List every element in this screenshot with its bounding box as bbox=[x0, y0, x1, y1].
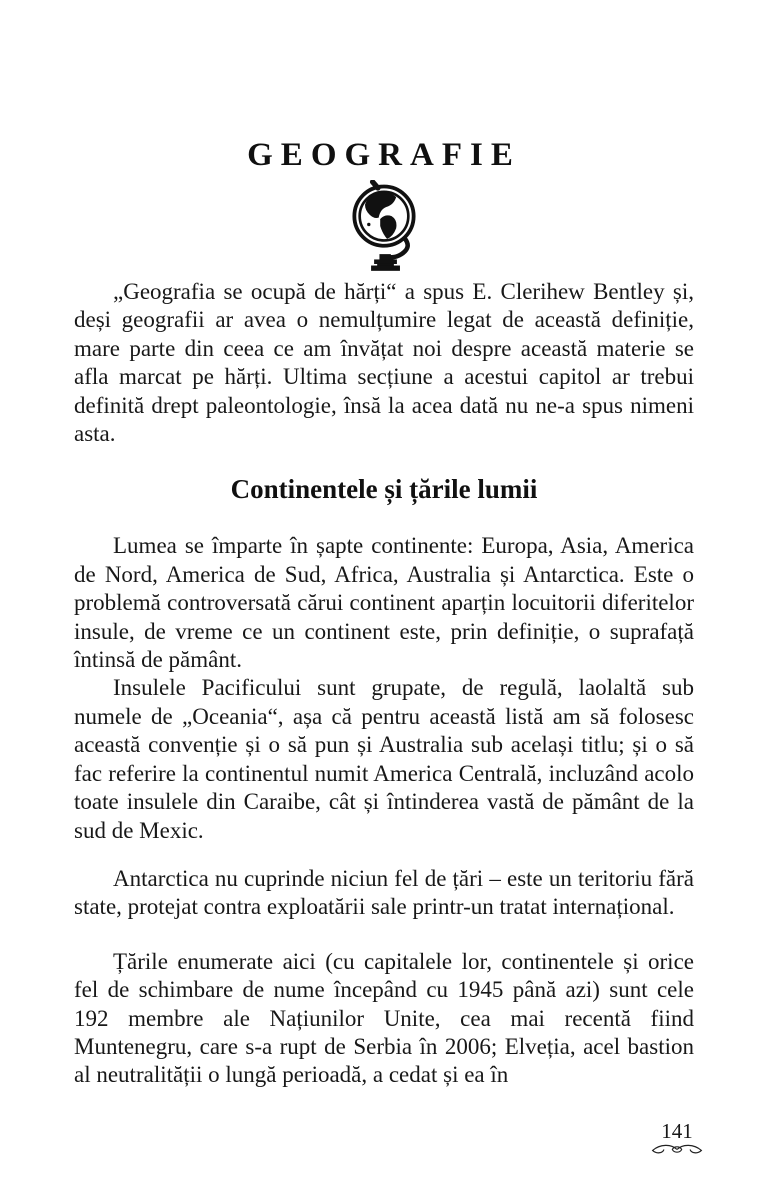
body-text bbox=[74, 278, 694, 1090]
paragraph-oceania: Insulele Pacificului sunt grupate, de regulă, laolaltă sub numele de „Oceania“, așa că pentru această listă am să folosesc această convenție și o să pun și Australia sub același titlu; și o să fac referire la continentul numit America Centrală, incluzând acolo toate insulele din Caraibe, cât și întinderea vastă de pământ de la sud de Mexic. bbox=[74, 675, 694, 843]
paragraph-continents: Lumea se împarte în șapte continente: Europa, Asia, America de Nord, America de Sud, Africa, Australia și Antarctica. Este o problemă controversată cărui continent aparțin locuitorii diferitelor insule, de vreme ce un continent este, prin definiție, o suprafață întinsă de pământ. bbox=[74, 533, 694, 673]
paragraph-countries: Țările enumerate aici (cu capitalele lor, continentele și orice fel de schimbare de nume începând cu 1945 până azi) sunt cele 192 membre ale Națiunilor Unite, cea mai recentă fiind Muntenegru, care s-a rupt de Serbia în 2006; Elveția, acel bastion al neutralității o lungă perioadă, a cedat și ea în bbox=[74, 948, 694, 1088]
chapter-title: GEOGRAFIE bbox=[247, 137, 521, 173]
page-number: 141 bbox=[661, 1119, 693, 1143]
paragraph-intro: „Geografia se ocupă de hărți“ a spus E. Clerihew Bentley și, deși geografii ar avea o nemulțumire legat de această definiție, mare parte din ceea ce am învățat noi despre această materie se afla marcat pe hărți. Ultima secțiune a acestui capitol ar trebui definită drept paleontologie, însă la acea dată nu ne-a spus nimeni asta. bbox=[74, 279, 694, 447]
paragraph-antarctica: Antarctica nu cuprinde niciun fel de țări – este un teritoriu fără state, protejat contra exploatării sale printr-un tratat internațional. bbox=[74, 865, 694, 920]
section-heading: Continentele și țările lumii bbox=[230, 474, 538, 505]
globe-icon bbox=[74, 180, 694, 272]
flourish-icon bbox=[648, 1142, 706, 1157]
page-footer bbox=[644, 1120, 710, 1157]
